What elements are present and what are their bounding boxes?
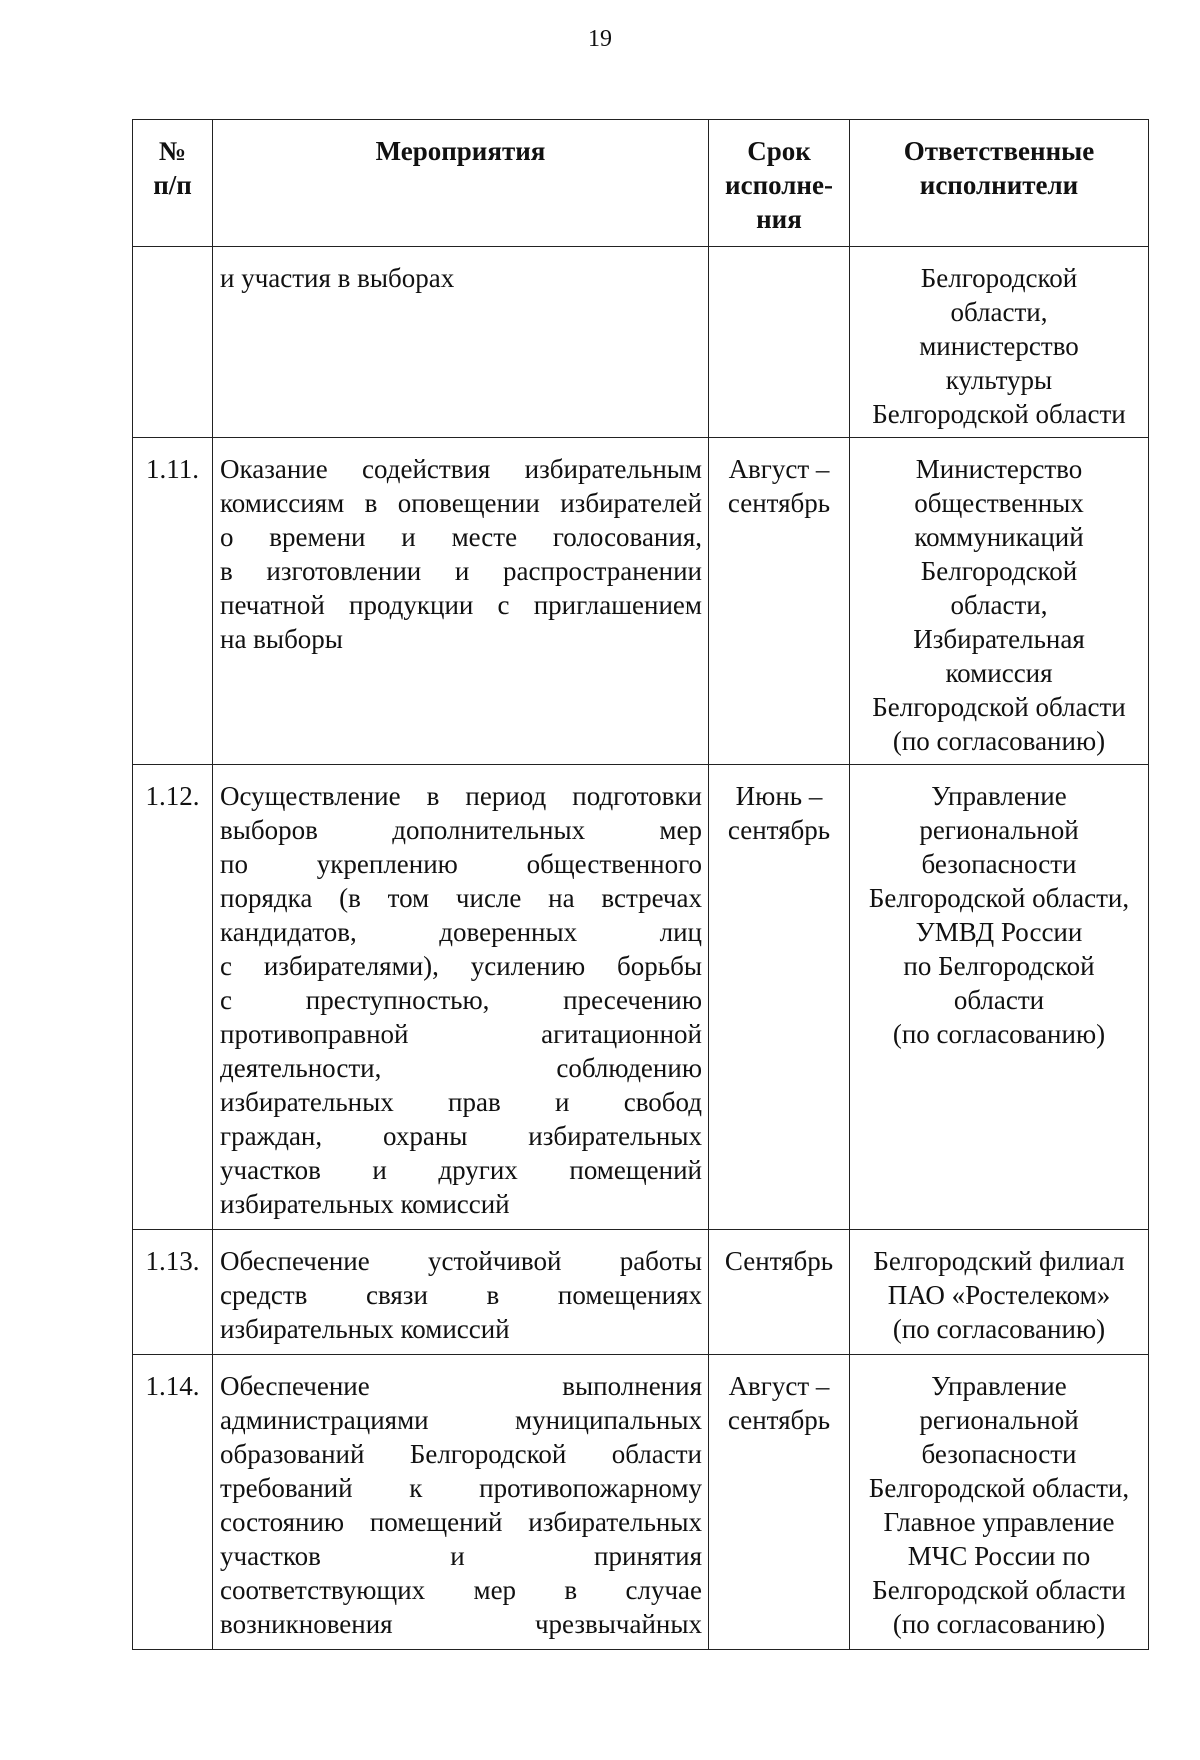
activity-line: участков и принятия bbox=[220, 1541, 702, 1571]
header-term-line: Срок bbox=[747, 136, 811, 166]
responsible-line: Белгородской области bbox=[872, 692, 1126, 722]
row-number-cell: 1.13. bbox=[133, 1230, 213, 1355]
activity-line: соответствующих мер в случае bbox=[220, 1575, 702, 1605]
header-number-line: п/п bbox=[153, 170, 192, 200]
term-cell bbox=[709, 1230, 850, 1355]
header-responsible-line: исполнители bbox=[919, 170, 1079, 200]
responsible-line: Белгородский филиал bbox=[873, 1246, 1125, 1276]
activity-line: деятельности, соблюдению bbox=[220, 1053, 702, 1083]
header-responsible bbox=[850, 120, 1149, 247]
responsible-line: региональной bbox=[919, 1405, 1079, 1435]
responsible-cell bbox=[850, 765, 1149, 1230]
responsible-line: (по согласованию) bbox=[892, 1019, 1106, 1049]
activity-line: на выборы bbox=[220, 624, 343, 654]
activity-line: в изготовлении и распространении bbox=[220, 556, 702, 586]
page-number: 19 bbox=[588, 26, 612, 52]
responsible-line: культуры bbox=[945, 365, 1053, 395]
activity-line: Обеспечение выполнения bbox=[220, 1371, 702, 1401]
table-row bbox=[133, 1230, 1149, 1355]
responsible-line: (по согласованию) bbox=[892, 1609, 1106, 1639]
responsible-line: Управление bbox=[931, 1371, 1067, 1401]
responsible-line: области, bbox=[950, 297, 1048, 327]
header-term-line: исполне- bbox=[725, 170, 833, 200]
header-term-line: ния bbox=[756, 204, 802, 234]
row-number-cell: 1.12. bbox=[133, 765, 213, 1230]
term-line: Август – bbox=[728, 454, 830, 484]
term-line: Август – bbox=[728, 1371, 830, 1401]
activity-line: избирательных прав и свобод bbox=[220, 1087, 702, 1117]
responsible-line: Избирательная bbox=[913, 624, 1085, 654]
header-term bbox=[709, 120, 850, 247]
responsible-cell bbox=[850, 247, 1149, 438]
table-body bbox=[133, 247, 1149, 1650]
activity-line: граждан, охраны избирательных bbox=[220, 1121, 702, 1151]
row-number-cell: 1.11. bbox=[133, 438, 213, 765]
activity-line: выборов дополнительных мер bbox=[220, 815, 702, 845]
table-header-row bbox=[133, 120, 1149, 247]
responsible-line: области, bbox=[950, 590, 1048, 620]
responsible-line: Белгородской области bbox=[872, 1575, 1126, 1605]
activity-line: с избирателями), усилению борьбы bbox=[220, 951, 702, 981]
measures-table bbox=[132, 119, 1149, 1650]
header-responsible-line: Ответственные bbox=[903, 136, 1095, 166]
term-cell bbox=[709, 247, 850, 438]
activity-line: и участия в выборах bbox=[220, 263, 455, 293]
activity-cell bbox=[213, 1355, 709, 1650]
responsible-line: по Белгородской bbox=[903, 951, 1095, 981]
term-line: Сентябрь bbox=[724, 1246, 834, 1276]
responsible-line: области bbox=[953, 985, 1045, 1015]
responsible-cell bbox=[850, 1355, 1149, 1650]
responsible-line: Главное управление bbox=[883, 1507, 1115, 1537]
table-row bbox=[133, 247, 1149, 438]
activity-line: состоянию помещений избирательных bbox=[220, 1507, 702, 1537]
responsible-line: Министерство bbox=[915, 454, 1083, 484]
activity-line: Обеспечение устойчивой работы bbox=[220, 1246, 702, 1276]
term-cell bbox=[709, 1355, 850, 1650]
responsible-cell bbox=[850, 1230, 1149, 1355]
activity-line: по укреплению общественного bbox=[220, 849, 702, 879]
term-line: сентябрь bbox=[727, 815, 831, 845]
activity-line: о времени и месте голосования, bbox=[220, 522, 702, 552]
responsible-line: УМВД России bbox=[915, 917, 1083, 947]
activity-line: избирательных комиссий bbox=[220, 1314, 510, 1344]
activity-line: Оказание содействия избирательным bbox=[220, 454, 702, 484]
activity-line: порядка (в том числе на встречах bbox=[220, 883, 702, 913]
row-number-cell: 1.14. bbox=[133, 1355, 213, 1650]
activity-line: участков и других помещений bbox=[220, 1155, 702, 1185]
header-number bbox=[133, 120, 213, 247]
term-cell bbox=[709, 765, 850, 1230]
activity-cell bbox=[213, 765, 709, 1230]
activity-line: кандидатов, доверенных лиц bbox=[220, 917, 702, 947]
responsible-cell bbox=[850, 438, 1149, 765]
table-row bbox=[133, 438, 1149, 765]
responsible-line: общественных bbox=[914, 488, 1084, 518]
responsible-line: министерство bbox=[919, 331, 1079, 361]
responsible-line: Белгородской области bbox=[872, 399, 1126, 429]
row-number-cell bbox=[133, 247, 213, 438]
header-activity bbox=[213, 120, 709, 247]
term-line: Июнь – bbox=[735, 781, 823, 811]
responsible-line: Управление bbox=[931, 781, 1067, 811]
activity-cell bbox=[213, 438, 709, 765]
table-row bbox=[133, 1355, 1149, 1650]
activity-line: требований к противопожарному bbox=[220, 1473, 702, 1503]
activity-cell bbox=[213, 247, 709, 438]
responsible-line: Белгородской bbox=[920, 263, 1078, 293]
header-activity-line: Мероприятия bbox=[375, 136, 546, 166]
activity-line: комиссиям в оповещении избирателей bbox=[220, 488, 702, 518]
term-line: сентябрь bbox=[727, 1405, 831, 1435]
activity-line: с преступностью, пресечению bbox=[220, 985, 702, 1015]
activity-line: печатной продукции с приглашением bbox=[220, 590, 702, 620]
responsible-line: Белгородской области, bbox=[868, 1473, 1130, 1503]
activity-line: противоправной агитационной bbox=[220, 1019, 702, 1049]
responsible-line: региональной bbox=[919, 815, 1079, 845]
responsible-line: безопасности bbox=[921, 849, 1077, 879]
responsible-line: Белгородской области, bbox=[868, 883, 1130, 913]
activity-cell bbox=[213, 1230, 709, 1355]
responsible-line: (по согласованию) bbox=[892, 726, 1106, 756]
table-row bbox=[133, 765, 1149, 1230]
responsible-line: Белгородской bbox=[920, 556, 1078, 586]
activity-line: администрациями муниципальных bbox=[220, 1405, 702, 1435]
header-number-line: № bbox=[158, 136, 187, 166]
term-cell bbox=[709, 438, 850, 765]
responsible-line: коммуникаций bbox=[914, 522, 1084, 552]
activity-line: средств связи в помещениях bbox=[220, 1280, 702, 1310]
responsible-line: комиссия bbox=[945, 658, 1053, 688]
responsible-line: (по согласованию) bbox=[892, 1314, 1106, 1344]
responsible-line: безопасности bbox=[921, 1439, 1077, 1469]
activity-line: образований Белгородской области bbox=[220, 1439, 702, 1469]
responsible-line: МЧС России по bbox=[907, 1541, 1091, 1571]
responsible-line: ПАО «Ростелеком» bbox=[887, 1280, 1111, 1310]
term-line: сентябрь bbox=[727, 488, 831, 518]
activity-line: избирательных комиссий bbox=[220, 1189, 510, 1219]
activity-line: возникновения чрезвычайных bbox=[220, 1609, 702, 1639]
activity-line: Осуществление в период подготовки bbox=[220, 781, 702, 811]
